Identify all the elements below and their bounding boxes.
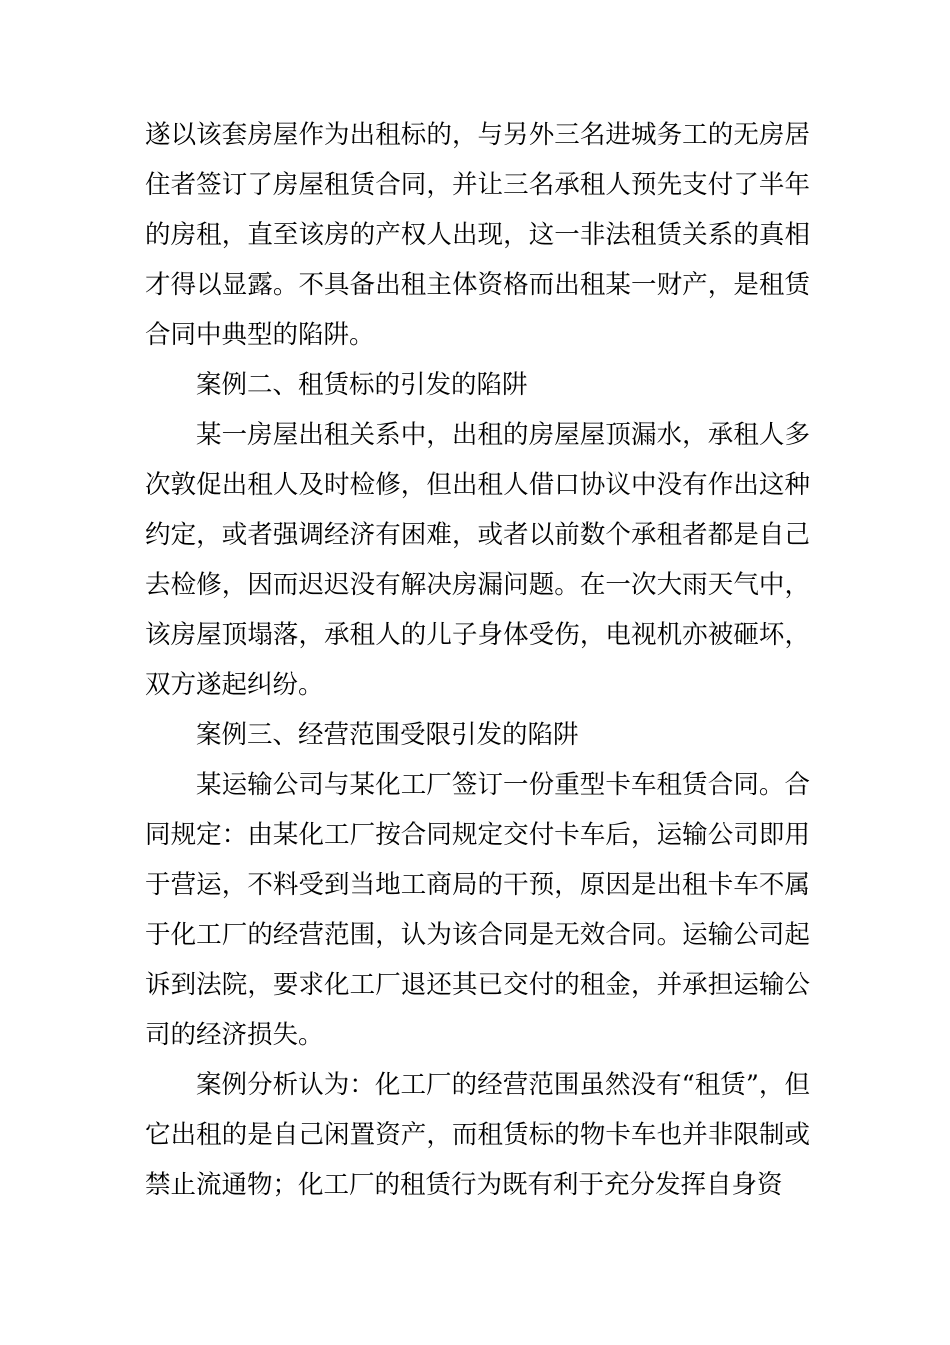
- paragraph-case-three-body: 某运输公司与某化工厂签订一份重型卡车租赁合同。合同规定：由某化工厂按合同规定交付卡车后，运输公司即用于营运，不料受到当地工商局的干预，原因是出租卡车不属于化工厂的经营范围，认为该合同是无效合同。运输公司起诉到法院，要求化工厂退还其已交付的租金，并承担运输公司的经济损失。: [145, 770, 810, 1050]
- heading-case-two: 案例二、租赁标的引发的陷阱: [196, 370, 528, 400]
- paragraph-case-analysis: 案例分析认为：化工厂的经营范围虽然没有“租赁”，但它出租的是自己闲置资产，而租赁标的物卡车也并非限制或禁止流通物；化工厂的租赁行为既有利于充分发挥自身资: [145, 1070, 810, 1200]
- heading-case-three: 案例三、经营范围受限引发的陷阱: [196, 720, 579, 750]
- paragraph-case-two-body: 某一房屋出租关系中，出租的房屋屋顶漏水，承租人多次敦促出租人及时检修，但出租人借口协议中没有作出这种约定，或者强调经济有困难，或者以前数个承租者都是自己去检修，因而迟迟没有解决房漏问题。在一次大雨天气中，该房屋顶塌落，承租人的儿子身体受伤，电视机亦被砸坏，双方遂起纠纷。: [145, 420, 810, 700]
- document-page: [145, 110, 810, 1210]
- paragraph-case-one-conclusion: 遂以该套房屋作为出租标的，与另外三名进城务工的无房居住者签订了房屋租赁合同，并让三名承租人预先支付了半年的房租，直至该房的产权人出现，这一非法租赁关系的真相才得以显露。不具备出租主体资格而出租某一财产，是租赁合同中典型的陷阱。: [145, 120, 810, 350]
